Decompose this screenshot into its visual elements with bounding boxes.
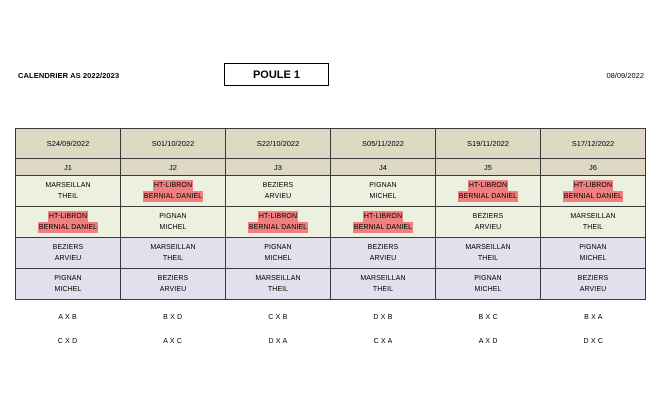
team-cell [16,238,121,269]
matchup-cell: D X C [583,338,604,345]
team-cell [226,207,331,238]
player-name: BERNIAL DANIEL [458,193,518,200]
club-name: PIGNAN [369,182,397,189]
team-cell [436,238,541,269]
club-name: PIGNAN [264,244,292,251]
club-name: PIGNAN [54,275,82,282]
player-name: ARVIEU [369,255,397,262]
player-name: THEIL [477,255,499,262]
calendar-title: CALENDRIER AS 2022/2023 [18,71,120,80]
player-name: BERNIAL DANIEL [248,224,308,231]
player-name: MICHEL [474,286,502,293]
player-name: BERNIAL DANIEL [38,224,98,231]
team-row [16,176,646,207]
player-name: MICHEL [369,193,397,200]
club-name: PIGNAN [159,213,187,220]
player-name: THEIL [57,193,79,200]
matchup-cell: B X D [163,314,183,321]
club-name: BEZIERS [472,213,504,220]
team-cell [16,269,121,300]
team-cell [436,176,541,207]
journee-cell: J5 [436,159,541,176]
team-cell [436,207,541,238]
player-name: MICHEL [264,255,292,262]
team-cell [226,176,331,207]
team-row [16,238,646,269]
player-name: THEIL [267,286,289,293]
club-name: MARSEILLAN [570,213,616,220]
team-cell [16,176,121,207]
team-cell [331,238,436,269]
club-name: HT-LIBRON [258,213,298,220]
club-name: HT-LIBRON [153,182,193,189]
club-name: HT-LIBRON [468,182,508,189]
journee-cell: J3 [226,159,331,176]
matchup-cell: D X B [373,314,393,321]
club-name: BEZIERS [157,275,189,282]
matchups-row-2 [15,338,646,345]
team-cell [121,238,226,269]
matchup-cell: C X D [57,338,78,345]
dates-row [16,129,646,159]
matchup-cell: C X A [373,338,393,345]
team-cell [436,269,541,300]
player-name: ARVIEU [474,224,502,231]
club-name: MARSEILLAN [255,275,301,282]
player-name: ARVIEU [264,193,292,200]
date-cell: S17/12/2022 [541,129,646,159]
team-cell [541,207,646,238]
club-name: HT-LIBRON [363,213,403,220]
player-name: MICHEL [159,224,187,231]
team-row [16,207,646,238]
team-cell [541,269,646,300]
matchup-cell: D X A [268,338,288,345]
matchup-cell: A X C [163,338,183,345]
club-name: MARSEILLAN [150,244,196,251]
journee-cell: J6 [541,159,646,176]
date-cell: S22/10/2022 [226,129,331,159]
club-name: BEZIERS [367,244,399,251]
date-cell: S24/09/2022 [16,129,121,159]
matchup-cell: B X A [584,314,603,321]
player-name: THEIL [162,255,184,262]
date-cell: S01/10/2022 [121,129,226,159]
player-name: THEIL [582,224,604,231]
player-name: MICHEL [54,286,82,293]
team-cell [226,238,331,269]
journee-row [16,159,646,176]
team-cell [121,269,226,300]
player-name: ARVIEU [579,286,607,293]
poule-title: POULE 1 [252,68,301,81]
matchup-cell: C X B [268,314,288,321]
matchups-row-1 [15,314,646,321]
team-cell [541,238,646,269]
club-name: HT-LIBRON [48,213,88,220]
team-cell [331,176,436,207]
club-name: BEZIERS [262,182,294,189]
player-name: BERNIAL DANIEL [143,193,203,200]
journee-cell: J1 [16,159,121,176]
document-date: 08/09/2022 [606,71,644,80]
club-name: PIGNAN [579,244,607,251]
team-cell [541,176,646,207]
poule-title-box [224,63,329,86]
team-cell [121,176,226,207]
team-cell [226,269,331,300]
matchup-cell: A X D [478,338,498,345]
club-name: BEZIERS [52,244,84,251]
team-row [16,269,646,300]
journee-cell: J4 [331,159,436,176]
player-name: MICHEL [579,255,607,262]
player-name: THEIL [372,286,394,293]
club-name: MARSEILLAN [360,275,406,282]
calendar-table [15,128,646,300]
matchup-cell: A X B [58,314,77,321]
team-cell [121,207,226,238]
team-cell [331,207,436,238]
team-cell [16,207,121,238]
matchup-cell: B X C [478,314,498,321]
player-name: ARVIEU [159,286,187,293]
player-name: BERNIAL DANIEL [563,193,623,200]
date-cell: S05/11/2022 [331,129,436,159]
club-name: MARSEILLAN [465,244,511,251]
journee-cell: J2 [121,159,226,176]
club-name: PIGNAN [474,275,502,282]
club-name: HT-LIBRON [573,182,613,189]
date-cell: S19/11/2022 [436,129,541,159]
club-name: BEZIERS [577,275,609,282]
player-name: ARVIEU [54,255,82,262]
club-name: MARSEILLAN [45,182,91,189]
player-name: BERNIAL DANIEL [353,224,413,231]
team-cell [331,269,436,300]
